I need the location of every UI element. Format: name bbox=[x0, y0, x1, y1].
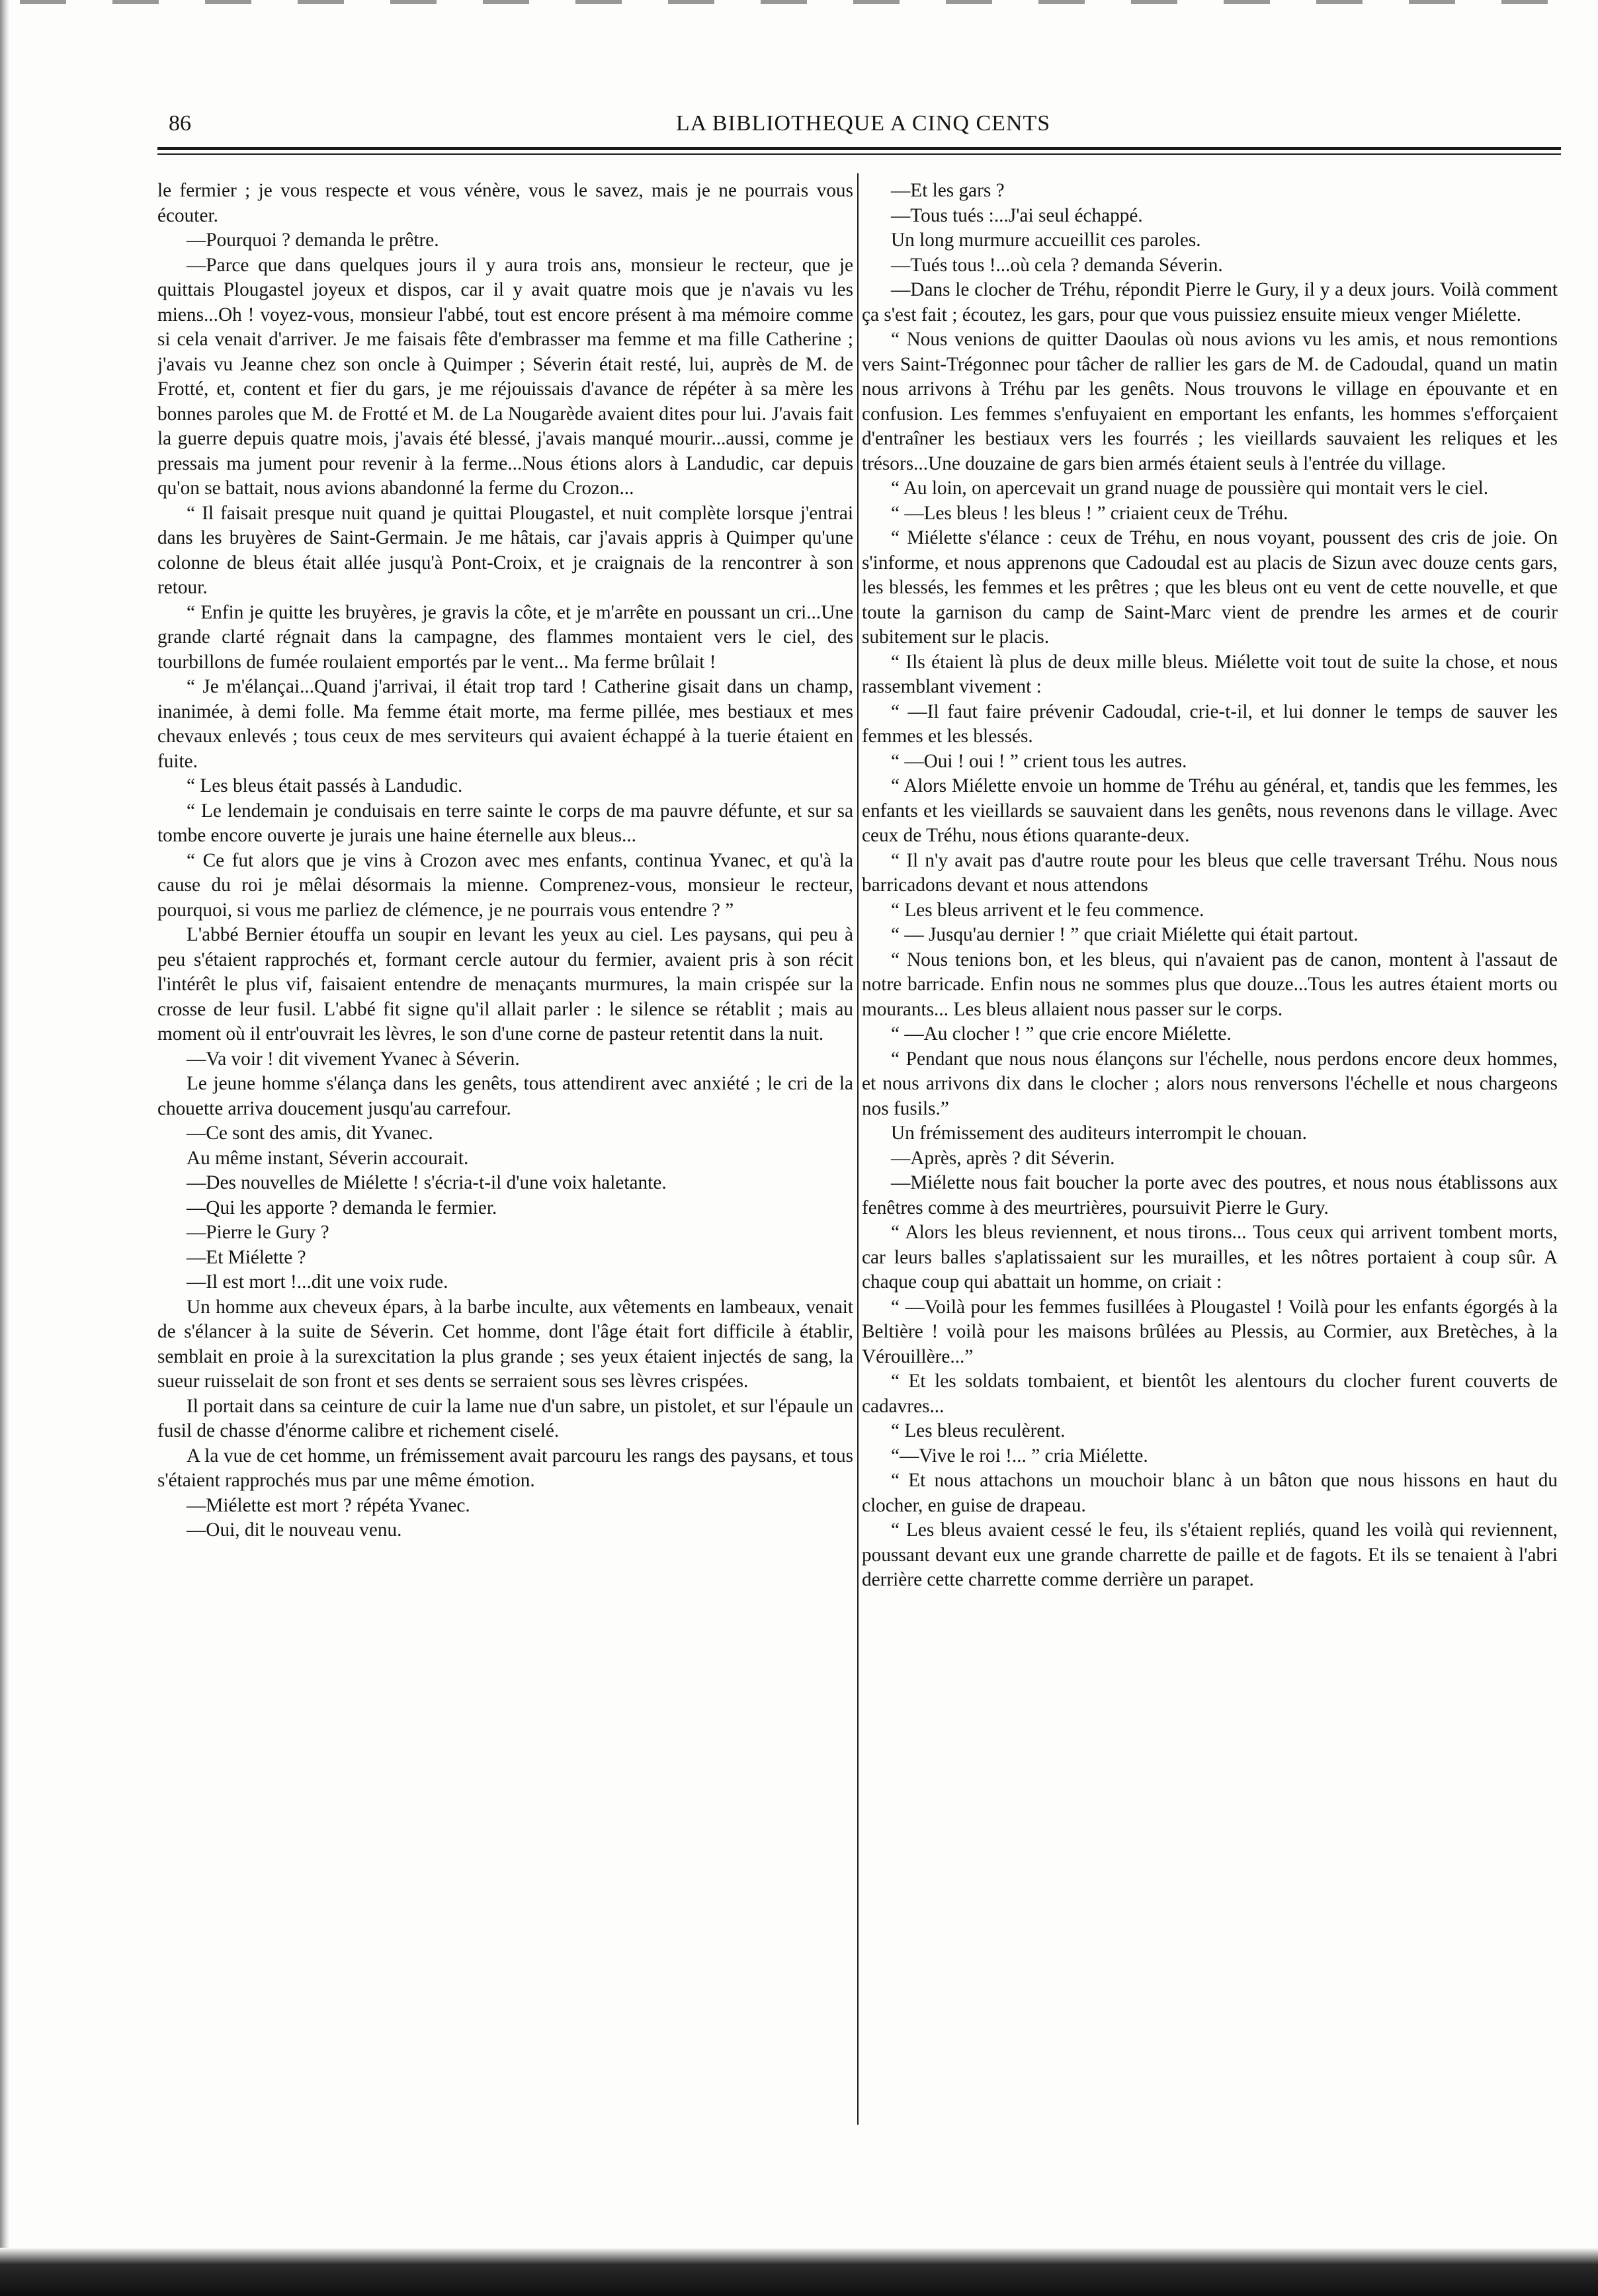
paragraph: “ Et les soldats tombaient, et bientôt les alentours du clocher furent couverts de cadavres... bbox=[862, 1371, 1558, 1417]
paragraph: “ Les bleus arrivent et le feu commence. bbox=[891, 899, 1204, 921]
paragraph: le fermier ; je vous respecte et vous vénère, vous le savez, mais je ne pourrais vous écouter. bbox=[157, 180, 853, 226]
paragraph: —Et Miélette ? bbox=[187, 1246, 306, 1268]
paragraph: “ Et nous attachons un mouchoir blanc à un bâton que nous hissons en haut du clocher, en guise de drapeau. bbox=[862, 1470, 1558, 1516]
paragraph: “ Les bleus était passés à Landudic. bbox=[187, 775, 463, 796]
paragraph: “ Enfin je quitte les bruyères, je gravis la côte, et je m'arrête en poussant un cri...Une grande clarté régnait dans la campagne, des flammes montaient vers le ciel, des tourbillons de fumée roulaient emportés par le vent... Ma ferme brûlait ! bbox=[157, 601, 853, 673]
paragraph: —Qui les apporte ? demanda le fermier. bbox=[187, 1197, 497, 1218]
paragraph: —Va voir ! dit vivement Yvanec à Séverin. bbox=[187, 1048, 520, 1070]
paragraph: “ —Il faut faire prévenir Cadoudal, crie-t-il, et lui donner le temps de sauver les femmes et les blessés. bbox=[862, 701, 1558, 747]
paragraph: —Pierre le Gury ? bbox=[187, 1222, 329, 1243]
scan-left-edge bbox=[0, 0, 9, 2296]
paragraph: “ Il n'y avait pas d'autre route pour les bleus que celle traversant Tréhu. Nous nous barricadons devant et nous attendons bbox=[862, 849, 1558, 896]
paragraph: Il portait dans sa ceinture de cuir la lame nue d'un sabre, un pistolet, et sur l'épaule un fusil de chasse d'énorme calibre et richement ciselé. bbox=[157, 1395, 853, 1441]
paragraph: —Oui, dit le nouveau venu. bbox=[187, 1519, 402, 1541]
paragraph: —Tous tués :...J'ai seul échappé. bbox=[891, 204, 1143, 226]
paragraph: Un long murmure accueillit ces paroles. bbox=[891, 230, 1201, 251]
paragraph: “ —Les bleus ! les bleus ! ” criaient ceux de Tréhu. bbox=[891, 502, 1288, 524]
right-column bbox=[862, 179, 1558, 2196]
paragraph: “ — Jusqu'au dernier ! ” que criait Miélette qui était partout. bbox=[891, 924, 1359, 945]
paragraph: “ Il faisait presque nuit quand je quittai Plougastel, et nuit complète lorsque j'entrai dans les bruyères de Saint-Germain. Je me hâtais, car j'avais appris à Quimper qu'une colonne de bleus était allée jusqu'à Pont-Croix, et je craignais de la rencontrer à son retour. bbox=[157, 502, 853, 598]
paragraph: —Miélette nous fait boucher la porte avec des poutres, et nous nous établissons aux fenêtres comme à des meurtrières, poursuivit Pierre le Gury. bbox=[862, 1172, 1558, 1218]
paragraph: Au même instant, Séverin accourait. bbox=[187, 1147, 469, 1169]
paragraph: —Des nouvelles de Miélette ! s'écria-t-il d'une voix haletante. bbox=[187, 1172, 667, 1193]
header-rule-thick bbox=[157, 147, 1561, 150]
paragraph: “ Pendant que nous nous élançons sur l'échelle, nous perdons encore deux hommes, et nous arrivons dix dans le clocher ; alors nous renversons l'échelle et nous chargeons nos fusils.” bbox=[862, 1048, 1558, 1119]
paragraph: A la vue de cet homme, un frémissement avait parcouru les rangs des paysans, et tous s'étaient rapprochés mus par une même émotion. bbox=[157, 1445, 853, 1491]
paragraph: Le jeune homme s'élança dans les genêts, tous attendirent avec anxiété ; le cri de la chouette arriva doucement jusqu'au carrefour. bbox=[157, 1073, 853, 1119]
page-number: 86 bbox=[169, 111, 191, 136]
paragraph: “ Ils étaient là plus de deux mille bleus. Miélette voit tout de suite la chose, et nous rassemblant vivement : bbox=[862, 651, 1558, 697]
paragraph: “ Alors Miélette envoie un homme de Tréhu au général, et, tandis que les femmes, les enfants et les vieillards se sauvaient dans les genêts, nous revenons dans le village. Avec ceux de Tréhu, nous étions quarante-deux. bbox=[862, 775, 1558, 846]
paragraph: “ Ce fut alors que je vins à Crozon avec mes enfants, continua Yvanec, et qu'à la cause du roi je mêlai désormais la mienne. Comprenez-vous, monsieur le recteur, pourquoi, si vous me parliez de clémence, je ne pourrais vous entendre ? ” bbox=[157, 849, 853, 921]
paragraph: “ Les bleus reculèrent. bbox=[891, 1420, 1066, 1441]
paragraph: —Et les gars ? bbox=[891, 180, 1005, 201]
paragraph: —Tués tous !...où cela ? demanda Séverin. bbox=[891, 254, 1223, 276]
paragraph: Un homme aux cheveux épars, à la barbe inculte, aux vêtements en lambeaux, venait de s'élancer à la suite de Séverin. Cet homme, dont l'âge était fort difficile à établir, semblait en proie à la surexcitation la plus grande ; ses yeux étaient injectés de sang, la sueur ruisselait de son front et ses dents se serraient sous ses lèvres crispées. bbox=[157, 1296, 853, 1392]
paragraph: —Miélette est mort ? répéta Yvanec. bbox=[187, 1494, 470, 1516]
scan-top-edge bbox=[20, 0, 1581, 4]
paragraph: Un frémissement des auditeurs interrompit le chouan. bbox=[891, 1123, 1307, 1144]
paragraph: “—Vive le roi !... ” cria Miélette. bbox=[891, 1445, 1148, 1467]
left-column bbox=[157, 179, 853, 2196]
paragraph: L'abbé Bernier étouffa un soupir en levant les yeux au ciel. Les paysans, qui peu à peu s'étaient rapprochés et, formant cercle autour du fermier, avaient pris à son récit l'intérêt le plus vif, faisaient entendre de menaçants murmures, la main crispée sur la crosse de leur fusil. L'abbé fit signe qu'il allait parler : le silence se rétablit ; mais au moment où il entr'ouvrait les lèvres, le son d'une corne de pasteur retentit dans la nuit. bbox=[157, 924, 853, 1044]
column-divider bbox=[857, 173, 859, 2125]
running-title: LA BIBLIOTHEQUE A CINQ CENTS bbox=[675, 111, 1051, 136]
paragraph: “ Miélette s'élance : ceux de Tréhu, en nous voyant, poussent des cris de joie. On s'informe, et nous apprenons que Cadoudal est au placis de Sizun avec douze cents gars, les blessés, les femmes et les prêtres ; que les bleus ont eu vent de cette nouvelle, et que toute la garnison du camp de Saint-Marc vient de prendre les armes et de courir subitement sur le placis. bbox=[862, 527, 1558, 648]
page-header bbox=[169, 111, 1558, 151]
scan-bottom-edge bbox=[0, 2248, 1598, 2296]
paragraph: “ —Au clocher ! ” que crie encore Miélette. bbox=[891, 1023, 1232, 1044]
paragraph: —Après, après ? dit Séverin. bbox=[891, 1147, 1115, 1169]
paragraph: “ Au loin, on apercevait un grand nuage de poussière qui montait vers le ciel. bbox=[891, 478, 1489, 499]
paragraph: “ Je m'élançai...Quand j'arrivai, il était trop tard ! Catherine gisait dans un champ, inanimée, à demi folle. Ma femme était morte, ma ferme pillée, mes bestiaux et mes chevaux enlevés ; tous ceux de mes serviteurs qui avaient échappé à la tuerie étaient en fuite. bbox=[157, 676, 853, 772]
paragraph: “ Alors les bleus reviennent, et nous tirons... Tous ceux qui arrivent tombent morts, car leurs balles s'aplatissaient sur les murailles, et les nôtres portaient à coup sûr. A chaque coup qui abattait un homme, on criait : bbox=[862, 1222, 1558, 1293]
paragraph: “ Nous tenions bon, et les bleus, qui n'avaient pas de canon, montent à l'assaut de notre barricade. Enfin nous ne sommes plus que douze...Tous les autres étaient morts ou mourants... Les bleus allaient nous passer sur le corps. bbox=[862, 949, 1558, 1020]
paragraph: —Pourquoi ? demanda le prêtre. bbox=[187, 230, 439, 251]
paragraph: “ —Oui ! oui ! ” crient tous les autres. bbox=[891, 750, 1187, 772]
paragraph: —Ce sont des amis, dit Yvanec. bbox=[187, 1123, 433, 1144]
paragraph: “ Le lendemain je conduisais en terre sainte le corps de ma pauvre défunte, et sur sa tombe encore ouverte je jurais une haine éternelle aux bleus... bbox=[157, 800, 853, 846]
paragraph: “ —Voilà pour les femmes fusillées à Plougastel ! Voilà pour les enfants égorgés à la Beltière ! voilà pour les maisons brûlées au Plessis, au Cormier, aux Bretèches, à la Vérouillère...” bbox=[862, 1296, 1558, 1367]
paragraph: —Il est mort !...dit une voix rude. bbox=[187, 1271, 448, 1293]
paragraph: —Dans le clocher de Tréhu, répondit Pierre le Gury, il y a deux jours. Voilà comment ça s'est fait ; écoutez, les gars, pour que vous puissiez ensuite mieux venger Miélette. bbox=[862, 279, 1558, 325]
paragraph: “ Les bleus avaient cessé le feu, ils s'étaient repliés, quand les voilà qui reviennent, poussant devant eux une grande charrette de paille et de fagots. Et ils se tenaient à l'abri derrière cette charrette comme derrière un parapet. bbox=[862, 1519, 1558, 1590]
paragraph: “ Nous venions de quitter Daoulas où nous avions vu les amis, et nous remontions vers Saint-Trégonnec pour tâcher de rallier les gars de M. de Cadoudal, quand un matin nous arrivons à Tréhu par les genêts. Nous trouvons le village en épouvante et en confusion. Les femmes s'enfuyaient en emportant les enfants, les hommes s'efforçaient d'entraîner les bestiaux vers les fourrés ; les vieillards sauvaient les reliques et les trésors...Une douzaine de gars bien armés étaient seuls à l'entrée du village. bbox=[862, 329, 1558, 474]
header-rule-thin bbox=[157, 153, 1561, 155]
paragraph: —Parce que dans quelques jours il y aura trois ans, monsieur le recteur, que je quittais Plougastel joyeux et dispos, car il y avait quatre mois que je n'avais vu les miens...Oh ! voyez-vous, monsieur l'abbé, tout est encore présent à ma mémoire comme si cela venait d'arriver. Je me faisais fête d'embrasser ma femme et ma fille Catherine ; j'avais vu Jeanne chez son oncle à Quimper ; Séverin était resté, lui, auprès de M. de Frotté, et, content et fier du gars, je me réjouissais d'avance de répéter à sa mère les bonnes paroles que M. de Frotté et M. de La Nougarède avaient dites pour lui. J'avais fait la guerre depuis quatre mois, j'avais été blessé, j'avais manqué mourir...aussi, comme je pressais ma jument pour revenir à la ferme...Nous étions alors à Landudic, car depuis qu'on se battait, nous avions abandonné la ferme du Crozon... bbox=[157, 254, 853, 499]
